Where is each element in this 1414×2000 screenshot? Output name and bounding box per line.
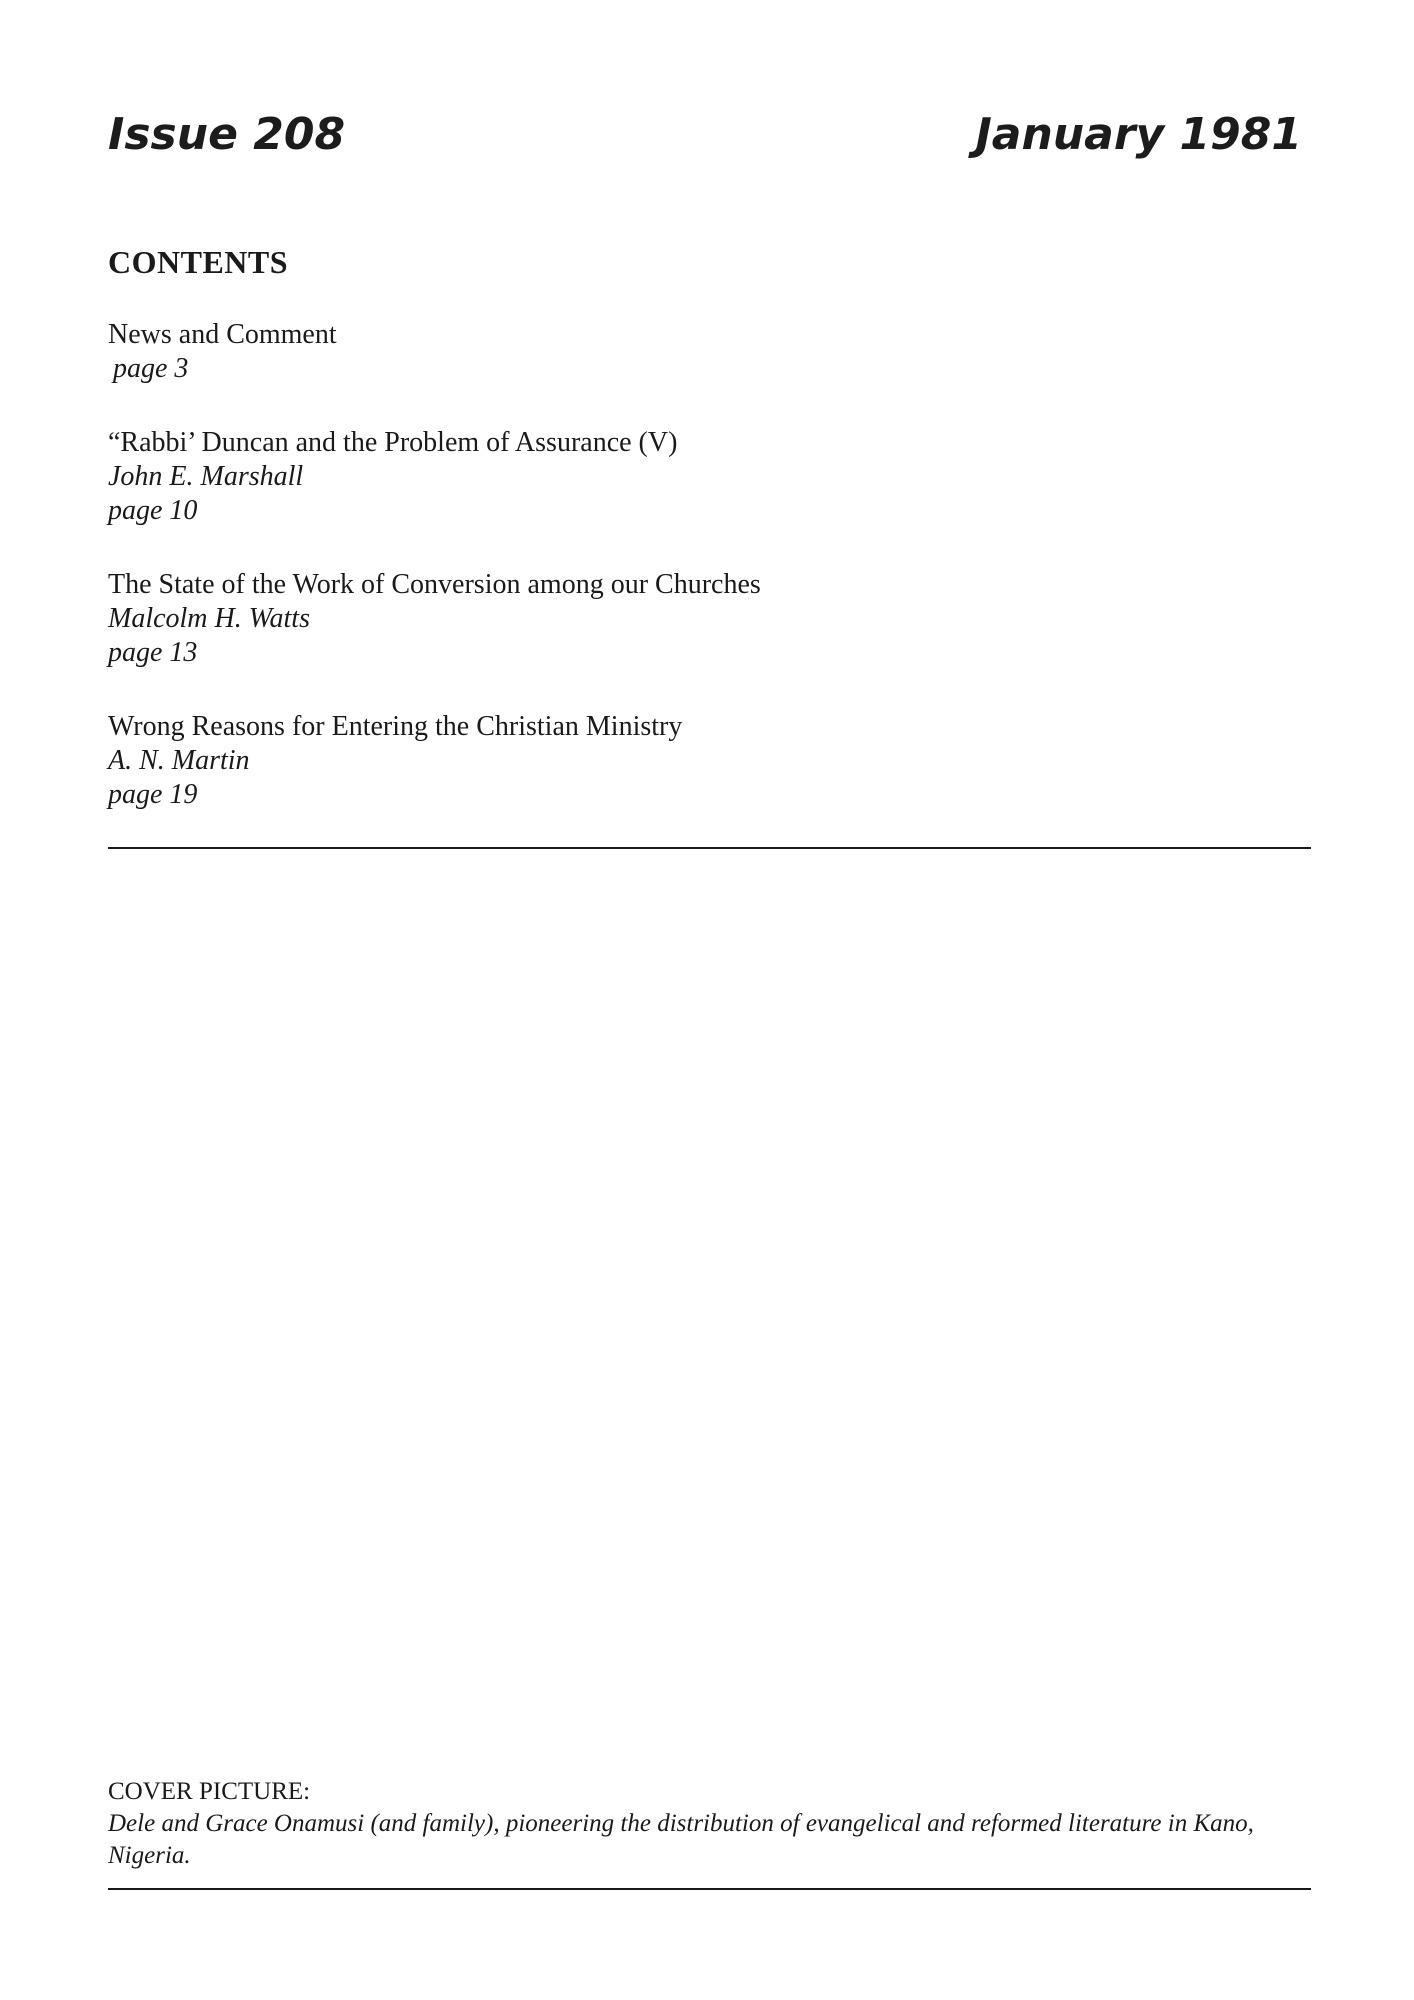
cover-label: COVER PICTURE: [108,1778,311,1805]
toc-item-work-of-conversion [108,568,1311,670]
cover-caption: Dele and Grace Onamusi (and family), pioneering the distribution of evangelical and reformed literature in Kano, Nigeria. [108,1810,1254,1869]
cover-picture-note [108,1776,1311,1872]
table-of-contents [108,318,1311,852]
footer-divider [108,1888,1311,1890]
toc-page: page 10 [108,495,198,526]
toc-page: page 13 [108,637,198,668]
toc-title: Wrong Reasons for Entering the Christian Ministry [108,711,683,742]
toc-title: The State of the Work of Conversion among our Churches [108,569,761,600]
toc-item-news-and-comment [108,318,1311,386]
contents-divider [108,847,1311,849]
issue-number: Issue 208 [108,109,346,160]
toc-title: “Rabbi’ Duncan and the Problem of Assurance (V) [108,427,678,458]
toc-page: page 19 [108,779,198,810]
toc-item-wrong-reasons [108,710,1311,812]
toc-page: page 3 [113,353,189,384]
toc-title: News and Comment [108,319,337,350]
contents-heading: CONTENTS [108,244,289,280]
toc-author: A. N. Martin [108,745,250,776]
page [108,0,1311,2000]
page-header [108,105,1302,165]
toc-item-rabbi-duncan [108,426,1311,528]
toc-author: Malcolm H. Watts [108,603,310,634]
toc-author: John E. Marshall [108,461,304,492]
issue-date: January 1981 [975,109,1302,160]
